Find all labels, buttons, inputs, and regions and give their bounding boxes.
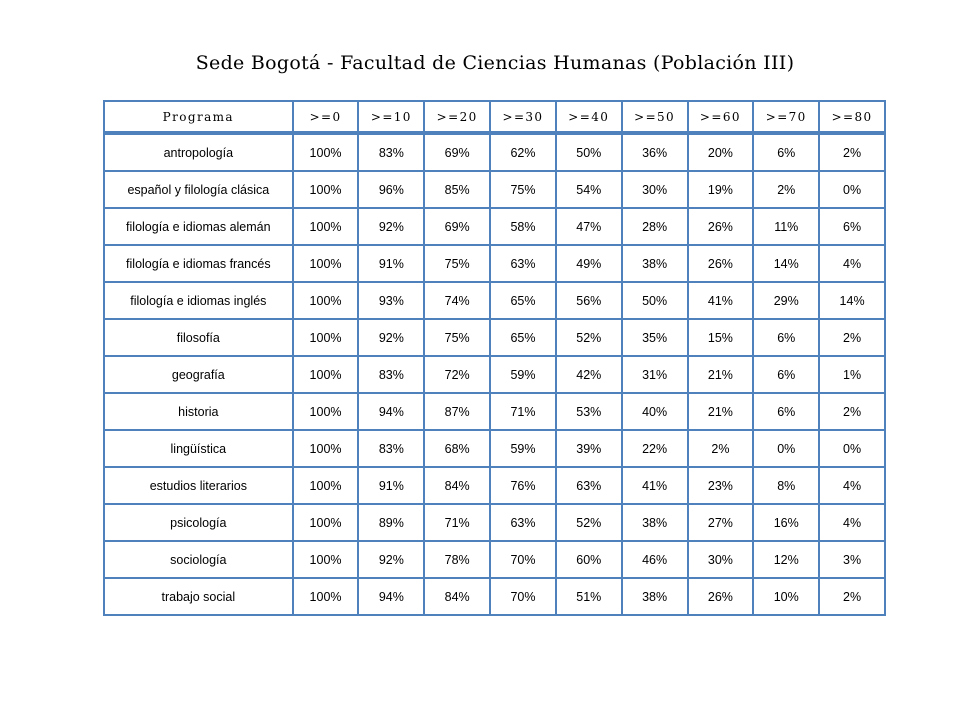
table-row — [104, 319, 885, 356]
value-cell: 68% — [424, 430, 490, 467]
value-cell: 52% — [556, 504, 622, 541]
value-cell: 100% — [293, 208, 359, 245]
programa-cell: geografía — [104, 356, 293, 393]
value-cell: 85% — [424, 171, 490, 208]
value-cell: 1% — [819, 356, 885, 393]
value-cell: 58% — [490, 208, 556, 245]
table-row — [104, 430, 885, 467]
value-cell: 39% — [556, 430, 622, 467]
value-cell: 26% — [688, 245, 754, 282]
table-row — [104, 578, 885, 615]
value-cell: 29% — [753, 282, 819, 319]
value-cell: 94% — [358, 578, 424, 615]
table-row — [104, 208, 885, 245]
value-cell: 100% — [293, 467, 359, 504]
value-cell: 75% — [490, 171, 556, 208]
value-cell: 2% — [819, 319, 885, 356]
value-cell: 47% — [556, 208, 622, 245]
value-cell: 78% — [424, 541, 490, 578]
programa-cell: filología e idiomas alemán — [104, 208, 293, 245]
value-cell: 75% — [424, 245, 490, 282]
value-cell: 14% — [819, 282, 885, 319]
programa-cell: sociología — [104, 541, 293, 578]
header-programa: Programa — [104, 101, 293, 133]
value-cell: 91% — [358, 467, 424, 504]
value-cell: 2% — [819, 393, 885, 430]
value-cell: 53% — [556, 393, 622, 430]
table-row — [104, 171, 885, 208]
value-cell: 51% — [556, 578, 622, 615]
value-cell: 23% — [688, 467, 754, 504]
value-cell: 3% — [819, 541, 885, 578]
header-ge-40: >=40 — [556, 101, 622, 133]
value-cell: 20% — [688, 133, 754, 171]
header-ge-0: >=0 — [293, 101, 359, 133]
value-cell: 93% — [358, 282, 424, 319]
value-cell: 35% — [622, 319, 688, 356]
table-row — [104, 356, 885, 393]
value-cell: 27% — [688, 504, 754, 541]
value-cell: 100% — [293, 319, 359, 356]
value-cell: 30% — [688, 541, 754, 578]
value-cell: 42% — [556, 356, 622, 393]
value-cell: 31% — [622, 356, 688, 393]
value-cell: 22% — [622, 430, 688, 467]
programa-cell: filología e idiomas francés — [104, 245, 293, 282]
value-cell: 41% — [688, 282, 754, 319]
value-cell: 83% — [358, 356, 424, 393]
value-cell: 92% — [358, 319, 424, 356]
programa-cell: español y filología clásica — [104, 171, 293, 208]
value-cell: 92% — [358, 541, 424, 578]
value-cell: 4% — [819, 467, 885, 504]
value-cell: 84% — [424, 467, 490, 504]
value-cell: 2% — [753, 171, 819, 208]
table-row — [104, 133, 885, 171]
value-cell: 2% — [819, 133, 885, 171]
table-row — [104, 393, 885, 430]
value-cell: 59% — [490, 356, 556, 393]
value-cell: 63% — [556, 467, 622, 504]
programa-cell: psicología — [104, 504, 293, 541]
header-ge-60: >=60 — [688, 101, 754, 133]
value-cell: 28% — [622, 208, 688, 245]
value-cell: 92% — [358, 208, 424, 245]
header-ge-80: >=80 — [819, 101, 885, 133]
programa-cell: lingüística — [104, 430, 293, 467]
value-cell: 30% — [622, 171, 688, 208]
programa-cell: estudios literarios — [104, 467, 293, 504]
value-cell: 83% — [358, 133, 424, 171]
value-cell: 21% — [688, 393, 754, 430]
value-cell: 100% — [293, 356, 359, 393]
value-cell: 76% — [490, 467, 556, 504]
value-cell: 63% — [490, 245, 556, 282]
value-cell: 100% — [293, 245, 359, 282]
header-ge-20: >=20 — [424, 101, 490, 133]
value-cell: 19% — [688, 171, 754, 208]
value-cell: 8% — [753, 467, 819, 504]
header-ge-70: >=70 — [753, 101, 819, 133]
value-cell: 56% — [556, 282, 622, 319]
value-cell: 38% — [622, 504, 688, 541]
value-cell: 4% — [819, 245, 885, 282]
value-cell: 74% — [424, 282, 490, 319]
value-cell: 100% — [293, 133, 359, 171]
value-cell: 87% — [424, 393, 490, 430]
programa-cell: trabajo social — [104, 578, 293, 615]
value-cell: 100% — [293, 171, 359, 208]
value-cell: 60% — [556, 541, 622, 578]
value-cell: 16% — [753, 504, 819, 541]
value-cell: 69% — [424, 208, 490, 245]
value-cell: 50% — [556, 133, 622, 171]
header-ge-10: >=10 — [358, 101, 424, 133]
value-cell: 84% — [424, 578, 490, 615]
value-cell: 52% — [556, 319, 622, 356]
value-cell: 96% — [358, 171, 424, 208]
value-cell: 100% — [293, 282, 359, 319]
header-ge-50: >=50 — [622, 101, 688, 133]
value-cell: 70% — [490, 541, 556, 578]
table-row — [104, 467, 885, 504]
header-row — [104, 101, 885, 133]
page-title: Sede Bogotá - Facultad de Ciencias Humanas (Población III) — [195, 52, 795, 74]
value-cell: 2% — [688, 430, 754, 467]
value-cell: 26% — [688, 208, 754, 245]
value-cell: 54% — [556, 171, 622, 208]
value-cell: 100% — [293, 541, 359, 578]
value-cell: 94% — [358, 393, 424, 430]
value-cell: 11% — [753, 208, 819, 245]
value-cell: 89% — [358, 504, 424, 541]
value-cell: 100% — [293, 393, 359, 430]
value-cell: 65% — [490, 319, 556, 356]
value-cell: 2% — [819, 578, 885, 615]
value-cell: 10% — [753, 578, 819, 615]
value-cell: 49% — [556, 245, 622, 282]
programa-cell: historia — [104, 393, 293, 430]
value-cell: 36% — [622, 133, 688, 171]
value-cell: 100% — [293, 504, 359, 541]
value-cell: 91% — [358, 245, 424, 282]
value-cell: 71% — [490, 393, 556, 430]
table-row — [104, 504, 885, 541]
value-cell: 0% — [819, 430, 885, 467]
value-cell: 46% — [622, 541, 688, 578]
value-cell: 69% — [424, 133, 490, 171]
table-row — [104, 245, 885, 282]
programa-cell: antropología — [104, 133, 293, 171]
value-cell: 6% — [753, 356, 819, 393]
programa-cell: filología e idiomas inglés — [104, 282, 293, 319]
value-cell: 100% — [293, 578, 359, 615]
value-cell: 38% — [622, 245, 688, 282]
value-cell: 63% — [490, 504, 556, 541]
value-cell: 38% — [622, 578, 688, 615]
value-cell: 6% — [753, 133, 819, 171]
value-cell: 100% — [293, 430, 359, 467]
value-cell: 65% — [490, 282, 556, 319]
value-cell: 50% — [622, 282, 688, 319]
value-cell: 6% — [753, 319, 819, 356]
header-ge-30: >=30 — [490, 101, 556, 133]
value-cell: 75% — [424, 319, 490, 356]
value-cell: 4% — [819, 504, 885, 541]
value-cell: 0% — [753, 430, 819, 467]
data-table — [103, 100, 886, 616]
value-cell: 59% — [490, 430, 556, 467]
value-cell: 62% — [490, 133, 556, 171]
value-cell: 6% — [753, 393, 819, 430]
value-cell: 26% — [688, 578, 754, 615]
value-cell: 41% — [622, 467, 688, 504]
table-row — [104, 282, 885, 319]
value-cell: 72% — [424, 356, 490, 393]
programa-cell: filosofía — [104, 319, 293, 356]
value-cell: 0% — [819, 171, 885, 208]
value-cell: 71% — [424, 504, 490, 541]
value-cell: 70% — [490, 578, 556, 615]
value-cell: 12% — [753, 541, 819, 578]
value-cell: 15% — [688, 319, 754, 356]
value-cell: 21% — [688, 356, 754, 393]
table-row — [104, 541, 885, 578]
value-cell: 6% — [819, 208, 885, 245]
value-cell: 83% — [358, 430, 424, 467]
value-cell: 14% — [753, 245, 819, 282]
value-cell: 40% — [622, 393, 688, 430]
